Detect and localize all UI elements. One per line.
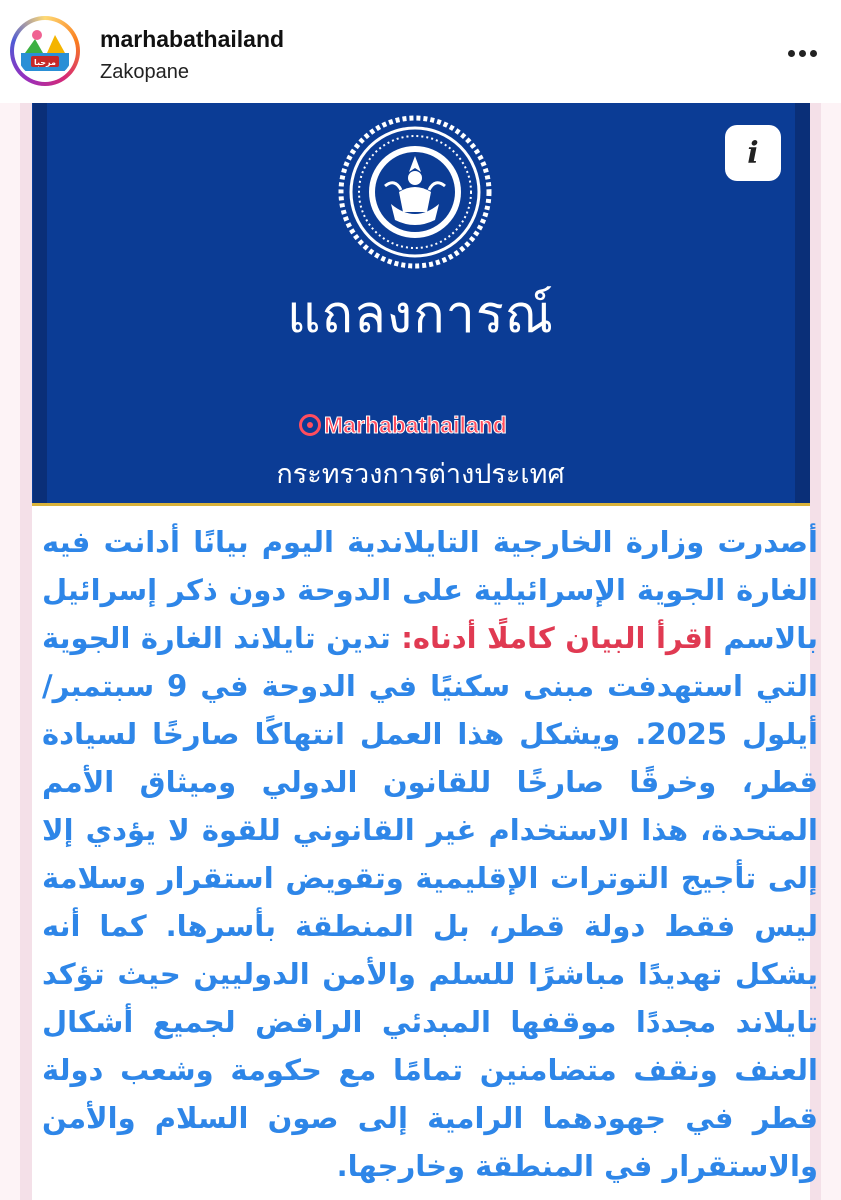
info-button[interactable] — [725, 125, 781, 181]
post-header — [0, 0, 841, 103]
more-horizontal-icon[interactable] — [788, 50, 818, 58]
instagram-icon — [299, 414, 321, 436]
username[interactable]: marhabathailand — [100, 26, 285, 52]
watermark-text: Marhabathailand — [324, 411, 507, 438]
article-text — [42, 518, 818, 1190]
ministry-name: กระทรวงการต่างประเทศ — [276, 459, 565, 490]
statement-title: แถลงการณ์ — [286, 285, 555, 345]
avatar-image — [17, 23, 73, 79]
watermark — [299, 410, 507, 440]
location[interactable]: Zakopane — [100, 61, 189, 83]
svg-text:مرحبا: مرحبا — [34, 58, 56, 67]
ministry-seal-emblem — [335, 112, 495, 272]
read-statement-highlight: اقرأ البيان كاملًا أدناه: — [401, 621, 713, 655]
avatar[interactable] — [10, 16, 80, 86]
banner-gold-border — [32, 503, 810, 506]
article-part-1: أصدرت وزارة الخارجية التايلاندية اليوم بيانًا أدانت فيه الغارة الجوية الإسرائيلية على الدوحة دون ذكر إسرائيل بالاسم — [42, 525, 818, 655]
article-part-2: تدين تايلاند الغارة الجوية التي استهدفت مبنى سكنيًا في الدوحة في 9 سبتمبر/أيلول 2025. ويشكل هذا العمل انتهاكًا صارخًا لسيادة قطر، وخرقًا صارخًا للقانون الدولي وميثاق الأمم المتحدة، هذا الاستخدام غير القانوني للقوة لا يؤدي إلا إلى تأجيج التوترات الإقليمية وتقويض استقرار وسلامة ليس فقط دولة قطر، بل المنطقة بأسرها. كما أنه يشكل تهديدًا مباشرًا للسلم والأمن الدوليين حيث تؤكد تايلاند مجددًا موقفها المبدئي الرافض لجميع أشكال العنف ونقف متضامنين تمامًا مع حكومة وشعب دولة قطر في جهودهما الرامية إلى صون السلام والأمن والاستقرار في المنطقة وخارجها. — [42, 621, 818, 1183]
info-icon: i — [747, 135, 759, 171]
